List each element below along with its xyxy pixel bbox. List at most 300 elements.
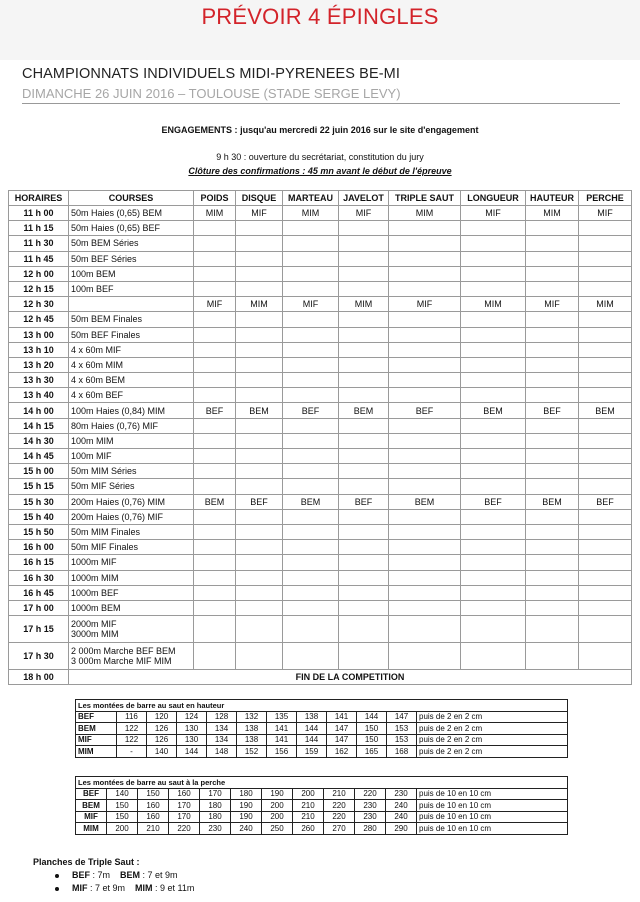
event-cell: BEF xyxy=(389,403,461,418)
event-cell xyxy=(194,327,236,342)
event-cell xyxy=(236,524,283,539)
event-cell xyxy=(194,373,236,388)
height-cell: 144 xyxy=(177,746,207,758)
event-cell xyxy=(339,585,389,600)
event-cell xyxy=(579,464,632,479)
height-cell: 144 xyxy=(357,711,387,723)
event-cell xyxy=(461,585,526,600)
category-cell: BEM xyxy=(76,800,107,812)
cloture-line: Clôture des confirmations : 45 mn avant le début de l'épreuve xyxy=(188,166,452,176)
table-row xyxy=(9,357,632,372)
height-cell: 220 xyxy=(355,788,386,800)
table-row xyxy=(9,524,632,539)
event-cell xyxy=(461,251,526,266)
event-cell xyxy=(194,616,236,643)
category-cell: MIF xyxy=(76,734,117,746)
event-cell xyxy=(283,281,339,296)
event-cell xyxy=(526,342,579,357)
event-cell: BEM xyxy=(339,403,389,418)
height-cell: 135 xyxy=(267,711,297,723)
course-cell: 50m Haies (0,65) BEF xyxy=(69,221,194,236)
event-cell xyxy=(526,236,579,251)
event-cell xyxy=(194,509,236,524)
table-row xyxy=(9,585,632,600)
height-cell: 170 xyxy=(169,800,200,812)
time-cell: 15 h 50 xyxy=(9,524,69,539)
event-cell xyxy=(461,373,526,388)
height-cell: 141 xyxy=(327,711,357,723)
event-cell xyxy=(194,388,236,403)
height-cell: 270 xyxy=(324,823,355,835)
event-cell xyxy=(579,524,632,539)
time-cell: 13 h 20 xyxy=(9,357,69,372)
event-cell xyxy=(283,327,339,342)
event-cell: BEF xyxy=(194,403,236,418)
table-row xyxy=(9,670,632,685)
event-cell xyxy=(579,433,632,448)
column-header: COURSES xyxy=(69,191,194,206)
event-cell: MIF xyxy=(339,206,389,221)
event-cell xyxy=(461,449,526,464)
event-cell xyxy=(526,281,579,296)
event-cell xyxy=(461,357,526,372)
event-cell xyxy=(461,540,526,555)
height-cell: 180 xyxy=(200,800,231,812)
increment-cell: puis de 2 en 2 cm xyxy=(417,734,568,746)
height-cell: 120 xyxy=(147,711,177,723)
event-cell: BEF xyxy=(461,494,526,509)
event-cell xyxy=(283,555,339,570)
height-cell: 210 xyxy=(293,800,324,812)
time-cell: 14 h 30 xyxy=(9,433,69,448)
event-cell xyxy=(236,357,283,372)
event-cell xyxy=(461,570,526,585)
event-cell xyxy=(339,357,389,372)
event-cell: BEM xyxy=(236,403,283,418)
height-cell: 147 xyxy=(327,734,357,746)
course-cell: 4 x 60m BEM xyxy=(69,373,194,388)
height-cell: 190 xyxy=(231,811,262,823)
height-cell: 144 xyxy=(297,723,327,735)
course-cell: 50m MIF Finales xyxy=(69,540,194,555)
event-cell xyxy=(526,388,579,403)
height-cell: 130 xyxy=(177,734,207,746)
time-cell: 12 h 00 xyxy=(9,266,69,281)
event-cell xyxy=(389,464,461,479)
event-cell xyxy=(236,433,283,448)
table-row xyxy=(9,403,632,418)
event-cell xyxy=(579,616,632,643)
event-cell xyxy=(526,643,579,670)
event-cell xyxy=(236,585,283,600)
table-row xyxy=(9,388,632,403)
event-cell xyxy=(283,540,339,555)
event-cell: BEM xyxy=(461,403,526,418)
event-cell: MIM xyxy=(579,297,632,312)
event-cell xyxy=(389,312,461,327)
event-cell xyxy=(389,418,461,433)
event-cell xyxy=(339,540,389,555)
height-cell: 116 xyxy=(117,711,147,723)
event-cell xyxy=(461,433,526,448)
time-cell: 15 h 00 xyxy=(9,464,69,479)
event-cell xyxy=(283,357,339,372)
event-cell xyxy=(283,479,339,494)
planche-value: : 7m xyxy=(90,870,111,880)
course-cell: 50m MIM Séries xyxy=(69,464,194,479)
event-cell: BEM xyxy=(579,403,632,418)
table-row xyxy=(9,479,632,494)
table-row xyxy=(9,281,632,296)
event-cell xyxy=(236,312,283,327)
event-cell xyxy=(579,236,632,251)
event-cell xyxy=(236,388,283,403)
event-cell xyxy=(461,327,526,342)
event-cell xyxy=(461,342,526,357)
height-cell: 210 xyxy=(324,788,355,800)
height-cell: 240 xyxy=(386,800,417,812)
event-cell xyxy=(339,555,389,570)
time-cell: 14 h 45 xyxy=(9,449,69,464)
table-row xyxy=(9,433,632,448)
event-cell xyxy=(236,266,283,281)
time-cell: 18 h 00 xyxy=(9,670,69,685)
event-cell xyxy=(526,357,579,372)
banner-title: PRÉVOIR 4 ÉPINGLES xyxy=(201,4,439,29)
event-cell: MIM xyxy=(389,206,461,221)
height-cell: 134 xyxy=(207,734,237,746)
category-cell: MIM xyxy=(76,823,107,835)
event-cell xyxy=(461,555,526,570)
event-cell: BEF xyxy=(236,494,283,509)
category-cell: BEF xyxy=(76,788,107,800)
event-cell xyxy=(461,236,526,251)
schedule-table xyxy=(8,190,632,685)
table-row xyxy=(76,823,568,835)
event-cell xyxy=(579,509,632,524)
event-cell xyxy=(461,464,526,479)
height-cell: 150 xyxy=(138,788,169,800)
height-cell: 147 xyxy=(327,723,357,735)
height-cell: 180 xyxy=(231,788,262,800)
event-cell xyxy=(339,266,389,281)
height-cell: 260 xyxy=(293,823,324,835)
event-cell xyxy=(194,479,236,494)
category-cell: MIF xyxy=(76,811,107,823)
event-cell xyxy=(194,449,236,464)
event-cell xyxy=(283,236,339,251)
hauteur-title-row xyxy=(76,700,568,712)
height-cell: 160 xyxy=(138,811,169,823)
event-cell xyxy=(461,312,526,327)
event-cell xyxy=(579,312,632,327)
perche-table xyxy=(75,776,568,835)
event-cell xyxy=(339,342,389,357)
event-cell xyxy=(339,236,389,251)
event-cell xyxy=(283,600,339,615)
event-cell xyxy=(389,509,461,524)
planche-category: MIM xyxy=(135,883,153,893)
table-row xyxy=(9,418,632,433)
event-cell xyxy=(526,418,579,433)
height-cell: 220 xyxy=(169,823,200,835)
height-cell: 141 xyxy=(267,734,297,746)
table-row xyxy=(9,600,632,615)
height-cell: 138 xyxy=(237,734,267,746)
event-cell xyxy=(389,251,461,266)
event-cell xyxy=(194,570,236,585)
event-cell xyxy=(339,600,389,615)
time-cell: 11 h 45 xyxy=(9,251,69,266)
event-cell xyxy=(461,643,526,670)
event-cell xyxy=(236,555,283,570)
event-cell xyxy=(389,570,461,585)
height-cell: 230 xyxy=(386,788,417,800)
table-row xyxy=(9,570,632,585)
event-cell xyxy=(389,266,461,281)
height-cell: 126 xyxy=(147,734,177,746)
event-cell xyxy=(526,509,579,524)
height-cell: 150 xyxy=(107,800,138,812)
event-cell xyxy=(236,616,283,643)
list-item xyxy=(52,870,194,883)
event-cell xyxy=(526,221,579,236)
event-cell xyxy=(194,342,236,357)
height-cell: 240 xyxy=(231,823,262,835)
event-cell xyxy=(236,251,283,266)
time-cell: 12 h 15 xyxy=(9,281,69,296)
event-cell xyxy=(339,373,389,388)
event-cell xyxy=(339,251,389,266)
event-cell xyxy=(579,570,632,585)
course-cell: 50m MIM Finales xyxy=(69,524,194,539)
table-row xyxy=(76,800,568,812)
height-cell: 220 xyxy=(324,800,355,812)
height-cell: 138 xyxy=(297,711,327,723)
event-cell xyxy=(236,509,283,524)
time-cell: 13 h 10 xyxy=(9,342,69,357)
height-cell: 190 xyxy=(262,788,293,800)
height-cell: 210 xyxy=(293,811,324,823)
event-cell xyxy=(236,464,283,479)
event-cell xyxy=(236,342,283,357)
event-cell xyxy=(194,524,236,539)
event-cell xyxy=(283,266,339,281)
time-cell: 15 h 40 xyxy=(9,509,69,524)
perche-title-row xyxy=(76,777,568,789)
event-cell xyxy=(526,585,579,600)
event-cell xyxy=(339,418,389,433)
time-cell: 13 h 40 xyxy=(9,388,69,403)
height-cell: 160 xyxy=(169,788,200,800)
height-cell: 170 xyxy=(200,788,231,800)
time-cell: 12 h 45 xyxy=(9,312,69,327)
event-cell: MIF xyxy=(461,206,526,221)
engagements-label: ENGAGEMENTS : xyxy=(161,125,238,135)
event-cell xyxy=(461,388,526,403)
time-cell: 16 h 45 xyxy=(9,585,69,600)
course-cell: 1000m BEM xyxy=(69,600,194,615)
course-cell xyxy=(69,616,194,643)
table-row xyxy=(9,494,632,509)
event-cell: MIM xyxy=(339,297,389,312)
height-cell: 122 xyxy=(117,723,147,735)
event-cell xyxy=(389,433,461,448)
event-cell xyxy=(194,585,236,600)
column-header: POIDS xyxy=(194,191,236,206)
time-cell: 17 h 00 xyxy=(9,600,69,615)
event-cell xyxy=(194,600,236,615)
event-cell xyxy=(526,479,579,494)
column-header: LONGUEUR xyxy=(461,191,526,206)
event-cell xyxy=(461,418,526,433)
height-cell: 230 xyxy=(355,811,386,823)
increment-cell: puis de 2 en 2 cm xyxy=(417,723,568,735)
planche-value: : 7 et 9m xyxy=(140,870,178,880)
course-cell: 50m MIF Séries xyxy=(69,479,194,494)
course-cell: 1000m MIF xyxy=(69,555,194,570)
event-cell xyxy=(194,555,236,570)
table-row xyxy=(76,811,568,823)
event-cell xyxy=(283,373,339,388)
event-cell xyxy=(389,221,461,236)
event-cell xyxy=(579,555,632,570)
event-cell xyxy=(236,327,283,342)
event-cell: MIM xyxy=(283,206,339,221)
table-row xyxy=(9,540,632,555)
table-row xyxy=(9,251,632,266)
event-cell xyxy=(461,281,526,296)
height-cell: 152 xyxy=(237,746,267,758)
event-cell xyxy=(283,509,339,524)
event-cell xyxy=(389,600,461,615)
course-cell: 50m BEM Séries xyxy=(69,236,194,251)
course-line: 3000m MIM xyxy=(71,629,119,640)
event-cell: BEF xyxy=(283,403,339,418)
increment-cell: puis de 10 en 10 cm xyxy=(417,788,568,800)
table-row xyxy=(76,734,568,746)
height-cell: 200 xyxy=(107,823,138,835)
event-cell xyxy=(389,555,461,570)
event-cell: BEM xyxy=(389,494,461,509)
event-cell: BEM xyxy=(283,494,339,509)
height-cell: 170 xyxy=(169,811,200,823)
table-row xyxy=(9,236,632,251)
event-cell xyxy=(194,221,236,236)
event-cell xyxy=(194,433,236,448)
event-cell xyxy=(579,540,632,555)
table-row xyxy=(9,449,632,464)
event-cell xyxy=(194,540,236,555)
list-item xyxy=(52,883,194,896)
course-cell: 1000m MIM xyxy=(69,570,194,585)
planche-value: : 9 et 11m xyxy=(152,883,195,893)
planches-title: Planches de Triple Saut : xyxy=(33,857,140,867)
course-cell: 1000m BEF xyxy=(69,585,194,600)
banner xyxy=(0,0,640,60)
course-cell: 100m MIM xyxy=(69,433,194,448)
height-cell: 150 xyxy=(107,811,138,823)
event-cell: MIM xyxy=(194,206,236,221)
column-header: JAVELOT xyxy=(339,191,389,206)
course-cell: 100m MIF xyxy=(69,449,194,464)
event-cell xyxy=(389,281,461,296)
table-row xyxy=(9,464,632,479)
event-cell xyxy=(389,373,461,388)
event-cell xyxy=(389,585,461,600)
event-cell xyxy=(526,600,579,615)
event-cell xyxy=(579,418,632,433)
event-cell xyxy=(461,616,526,643)
event-cell: MIF xyxy=(236,206,283,221)
event-cell xyxy=(236,281,283,296)
page-subtitle: DIMANCHE 26 JUIN 2016 – TOULOUSE (STADE SERGE LEVY) xyxy=(22,86,401,101)
course-cell: 50m BEM Finales xyxy=(69,312,194,327)
event-cell xyxy=(236,236,283,251)
event-cell xyxy=(194,312,236,327)
height-cell: 141 xyxy=(267,723,297,735)
course-cell: 50m BEF Séries xyxy=(69,251,194,266)
event-cell xyxy=(526,251,579,266)
event-cell xyxy=(526,433,579,448)
event-cell xyxy=(236,540,283,555)
table-row xyxy=(9,616,632,643)
event-cell xyxy=(579,251,632,266)
event-cell xyxy=(283,570,339,585)
event-cell xyxy=(526,616,579,643)
height-cell: 134 xyxy=(207,723,237,735)
increment-cell: puis de 10 en 10 cm xyxy=(417,823,568,835)
perche-title: Les montées de barre au saut à la perche xyxy=(76,777,568,789)
event-cell xyxy=(526,327,579,342)
event-cell xyxy=(283,524,339,539)
time-cell: 13 h 00 xyxy=(9,327,69,342)
event-cell xyxy=(579,585,632,600)
height-cell: 200 xyxy=(293,788,324,800)
height-cell: 122 xyxy=(117,734,147,746)
height-cell: 200 xyxy=(262,800,293,812)
height-cell: 126 xyxy=(147,723,177,735)
event-cell xyxy=(526,540,579,555)
course-cell: 200m Haies (0,76) MIM xyxy=(69,494,194,509)
event-cell xyxy=(526,555,579,570)
increment-cell: puis de 2 en 2 cm xyxy=(417,711,568,723)
event-cell xyxy=(579,388,632,403)
planches-list xyxy=(52,870,194,896)
time-cell: 17 h 15 xyxy=(9,616,69,643)
table-row xyxy=(9,297,632,312)
schedule-header-row xyxy=(9,191,632,206)
event-cell xyxy=(236,479,283,494)
event-cell xyxy=(194,418,236,433)
time-cell: 16 h 30 xyxy=(9,570,69,585)
event-cell xyxy=(461,479,526,494)
time-cell: 11 h 15 xyxy=(9,221,69,236)
event-cell xyxy=(339,524,389,539)
event-cell: MIF xyxy=(194,297,236,312)
event-cell xyxy=(526,464,579,479)
event-cell: MIM xyxy=(526,206,579,221)
event-cell xyxy=(339,221,389,236)
event-cell xyxy=(339,388,389,403)
height-cell: 153 xyxy=(387,723,417,735)
height-cell: 220 xyxy=(324,811,355,823)
event-cell: MIM xyxy=(236,297,283,312)
column-header: PERCHE xyxy=(579,191,632,206)
event-cell xyxy=(579,600,632,615)
event-cell xyxy=(283,418,339,433)
event-cell xyxy=(579,342,632,357)
